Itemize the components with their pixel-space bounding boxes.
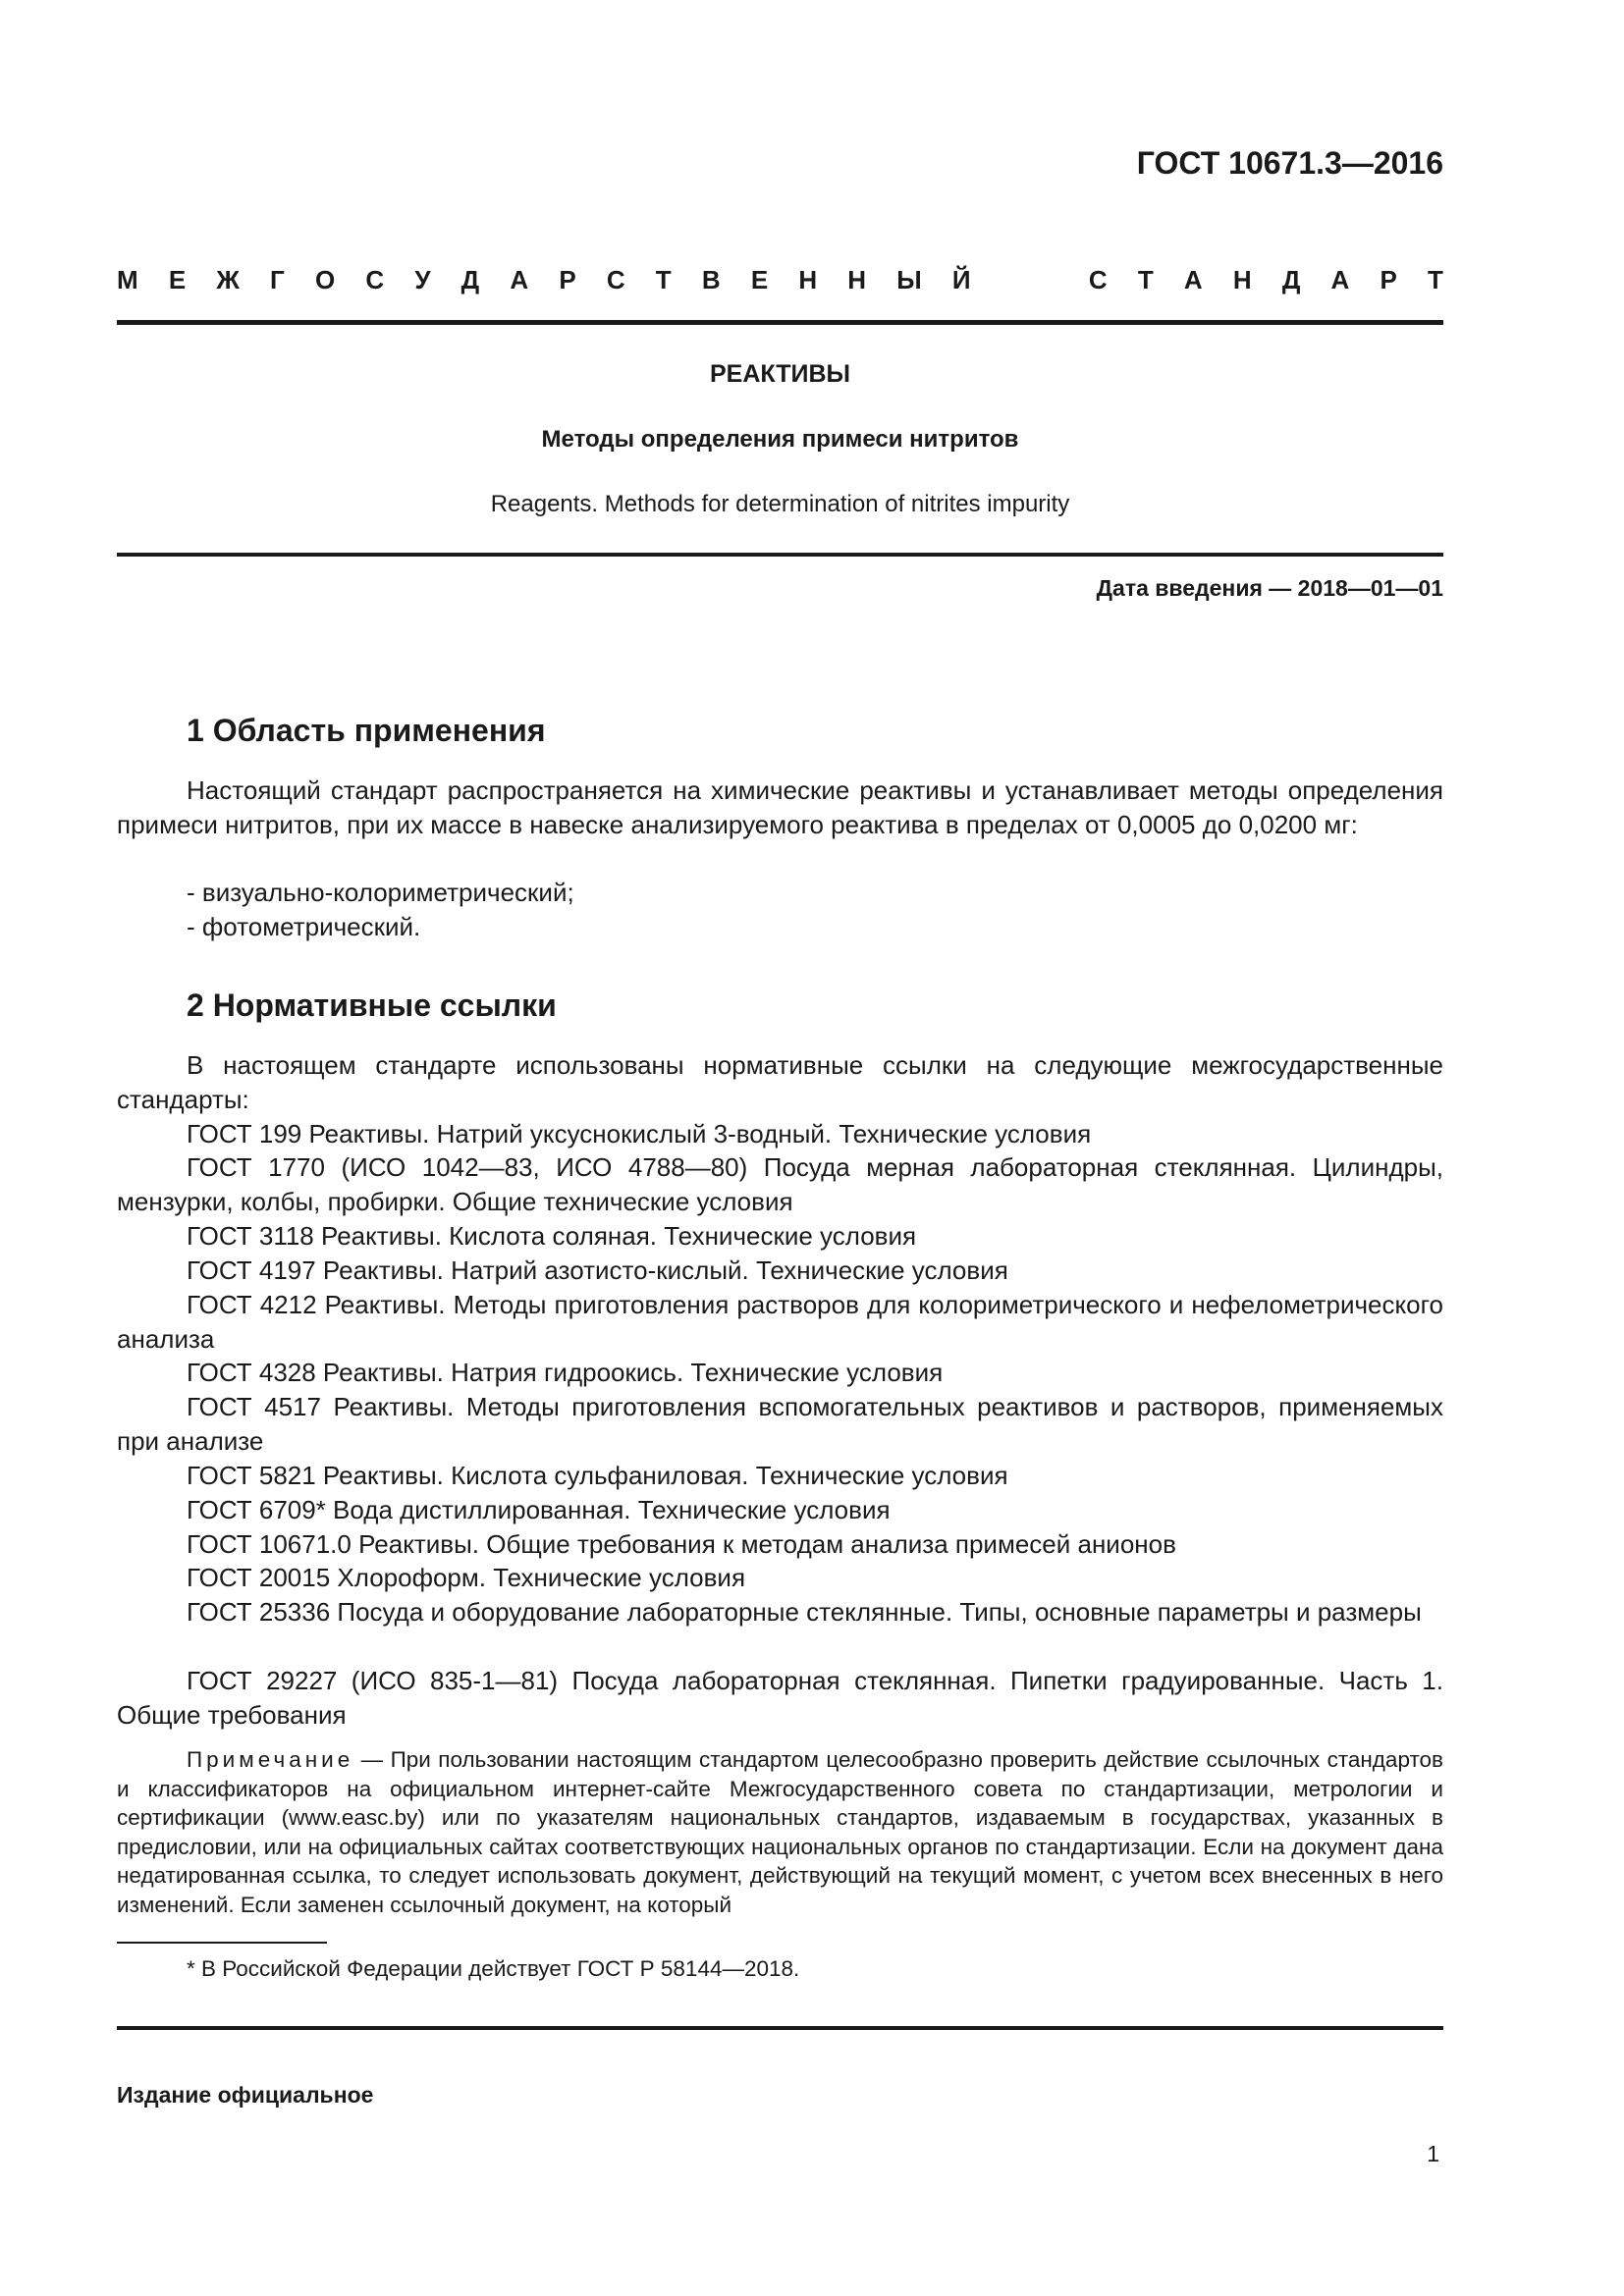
heading-letter: Й xyxy=(951,265,971,294)
reference-item: ГОСТ 6709* Вода дистиллированная. Технические условия xyxy=(187,1495,891,1524)
heading-letter: М xyxy=(117,265,138,294)
heading-letter: Р xyxy=(1380,265,1397,294)
title-main: РЕАКТИВЫ xyxy=(709,360,851,388)
reference-item: ГОСТ 5821 Реактивы. Кислота сульфаниловая. Технические условия xyxy=(187,1461,1008,1490)
title-english: Reagents. Methods for determination of nitrites impurity xyxy=(490,491,1070,517)
heading-letter: Е xyxy=(750,265,769,294)
introduction-date: Дата введения — 2018—01—01 xyxy=(1096,575,1443,601)
heading-letter: Г xyxy=(270,265,285,294)
note-text: — При пользовании настоящим стандартом целесообразно проверить действие ссылочных стандартов и классификаторов на официальном интернет-сайте Межгосударственного совета по стандартизации, метрологии и сертификации (www.easc.by) или по указателям национальных стандартов, издаваемым в государствах, указанных в предисловии, или на официальных сайтах соответствующих национальных органов по стандартизации. Если на документ дана недатированная ссылка, то следует использовать документ, действующий на текущий момент, с учетом всех внесенных в него изменений. Если заменен ссылочный документ, на который xyxy=(117,1747,1443,1917)
section-1-item: - визуально-колориметрический; xyxy=(187,878,574,907)
word-gap xyxy=(1001,265,1058,295)
reference-item: ГОСТ 25336 Посуда и оборудование лабораторные стеклянные. Типы, основные параметры и размеры xyxy=(187,1597,1422,1627)
standard-type-heading xyxy=(117,265,1443,295)
heading-letter: А xyxy=(1183,265,1203,294)
reference-item: ГОСТ 4517 Реактивы. Методы приготовления вспомогательных реактивов и растворов, применяемых при анализе xyxy=(117,1392,1443,1456)
section-1-heading: 1 Область применения xyxy=(187,713,546,748)
reference-item: ГОСТ 4328 Реактивы. Натрия гидроокись. Технические условия xyxy=(187,1358,944,1387)
footnote-rule xyxy=(117,1942,327,1944)
heading-letter: В xyxy=(701,265,721,294)
heading-letter: С xyxy=(365,265,385,294)
reference-item: ГОСТ 10671.0 Реактивы. Общие требования к методам анализа примесей анионов xyxy=(187,1529,1176,1559)
heading-letter: Н xyxy=(847,265,867,294)
reference-item: ГОСТ 1770 (ИСО 1042—83, ИСО 4788—80) Посуда мерная лабораторная стеклянная. Цилиндры, мензурки, колбы, пробирки. Общие технические условия xyxy=(117,1152,1443,1216)
note-paragraph xyxy=(117,1745,1443,1920)
heading-letter: С xyxy=(1088,265,1108,294)
heading-letter: Д xyxy=(1281,265,1301,294)
reference-item: ГОСТ 29227 (ИСО 835-1—81) Посуда лабораторная стеклянная. Пипетки градуированные. Часть 1. Общие требования xyxy=(117,1666,1443,1730)
heading-letter: Н xyxy=(1232,265,1252,294)
heading-letter: О xyxy=(314,265,336,294)
heading-letter: Т xyxy=(655,265,672,294)
section-2-intro: В настоящем стандарте использованы нормативные ссылки на следующие межгосударственные стандарты: xyxy=(117,1050,1443,1114)
heading-letter: Е xyxy=(168,265,187,294)
header-rule xyxy=(117,320,1443,325)
page-number: 1 xyxy=(1427,2141,1439,2166)
heading-letter: Н xyxy=(798,265,818,294)
reference-item: ГОСТ 20015 Хлороформ. Технические условия xyxy=(187,1563,746,1592)
title-subtitle: Методы определения примеси нитритов xyxy=(541,426,1019,453)
heading-letter: Д xyxy=(460,265,480,294)
title-rule xyxy=(117,553,1443,557)
heading-letter: С xyxy=(606,265,625,294)
heading-letter: Ы xyxy=(896,265,922,294)
note-label: Примечание xyxy=(187,1747,354,1772)
heading-letter: Ж xyxy=(216,265,240,294)
footer-rule xyxy=(117,2026,1443,2030)
reference-item: ГОСТ 3118 Реактивы. Кислота соляная. Технические условия xyxy=(187,1221,917,1251)
heading-letter: У xyxy=(414,265,431,294)
heading-letter: А xyxy=(1330,265,1350,294)
section-1-item: - фотометрический. xyxy=(187,912,421,941)
reference-item: ГОСТ 199 Реактивы. Натрий уксуснокислый 3-водный. Технические условия xyxy=(187,1119,1092,1148)
heading-letter: Т xyxy=(1137,265,1154,294)
document-number: ГОСТ 10671.3—2016 xyxy=(1136,145,1443,181)
section-1-paragraph: Настоящий стандарт распространяется на химические реактивы и устанавливает методы определения примеси нитритов, при их массе в навеске анализируемого реактива в пределах от 0,0005 до 0,0200 мг: xyxy=(117,775,1443,839)
footnote: * В Российской Федерации действует ГОСТ Р 58144—2018. xyxy=(187,1956,800,1981)
official-edition-label: Издание официальное xyxy=(117,2082,374,2108)
heading-letter: Т xyxy=(1428,265,1443,294)
heading-letter: Р xyxy=(559,265,576,294)
section-2-heading: 2 Нормативные ссылки xyxy=(187,988,557,1023)
reference-item: ГОСТ 4212 Реактивы. Методы приготовления растворов для колориметрического и нефелометрического анализа xyxy=(117,1290,1443,1354)
heading-letter: А xyxy=(510,265,529,294)
reference-item: ГОСТ 4197 Реактивы. Натрий азотисто-кислый. Технические условия xyxy=(187,1255,1008,1285)
